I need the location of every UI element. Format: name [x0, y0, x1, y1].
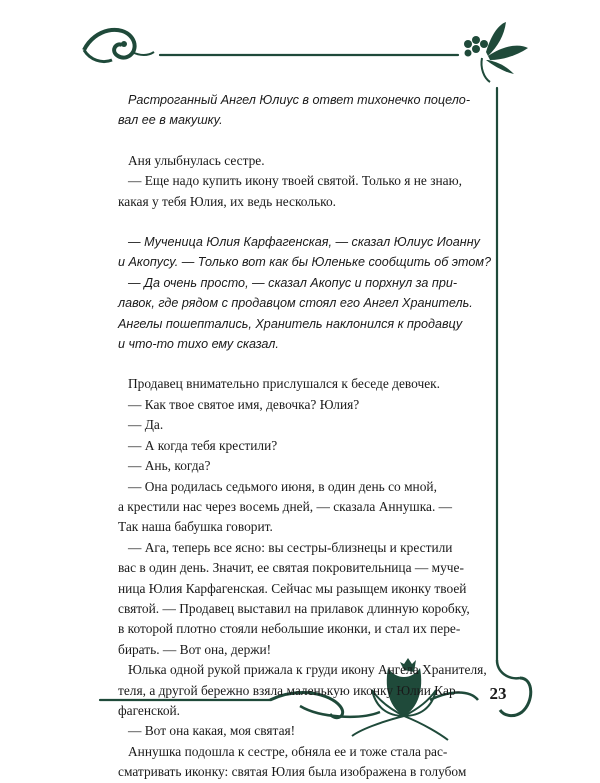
text-line: бирать. — Вот она, держи! — [118, 641, 272, 657]
text-line: лавок, где рядом с продавцом стоял его Ангел Хранитель. — [118, 296, 473, 311]
paragraph-2 — [118, 151, 464, 212]
page-number: 23 — [489, 684, 507, 703]
text-line: — Как твое святое имя, девочка? Юлия? — [128, 396, 360, 412]
text-line: — Вот она какая, моя святая! — [128, 723, 296, 739]
swirl-ornament-icon — [84, 30, 154, 62]
text-line: теля, а другой бережно взяла маленькую иконку Юлии Кар- — [118, 682, 461, 698]
text-line: Аня улыбнулась сестре. — [128, 152, 265, 168]
text-line: Юлька одной рукой прижала к груди икону Ангела Хранителя, — [128, 662, 487, 678]
text-line: Ангелы пошептались, Хранитель наклонился к продавцу — [118, 316, 463, 331]
text-line: — Ань, когда? — [128, 458, 211, 474]
text-line: Так наша бабушка говорит. — [118, 519, 273, 535]
page-body — [118, 90, 491, 783]
text-line: Продавец внимательно прислушался к беседе девочек. — [128, 376, 441, 392]
text-line: святой. — Продавец выставил на прилавок длинную коробку, — [118, 600, 470, 616]
text-line: — Еще надо купить икону твоей святой. Только я не знаю, — [128, 173, 462, 189]
text-line: вал ее в макушку. — [118, 113, 223, 128]
text-line: в которой плотно стояли небольшие иконки, и стал их пере- — [118, 621, 461, 637]
text-line: — Да. — [128, 417, 164, 433]
text-line: — Да очень просто, — сказал Акопус и порхнул за при- — [128, 275, 458, 290]
text-line: — Мученица Юлия Карфагенская, — сказал Юлиус Иоанну — [128, 235, 480, 250]
paragraph-1 — [118, 90, 471, 131]
paragraph-3 — [118, 232, 491, 354]
paragraph-4 — [118, 374, 487, 782]
flower-ornament-icon — [464, 22, 528, 82]
text-line: вас в один день. Значит, ее святая покровительница — муче- — [118, 560, 464, 576]
text-line: и Акопусу. — Только вот как бы Юленьке сообщить об этом? — [118, 255, 491, 270]
text-line: — Ага, теперь все ясно: вы сестры-близнецы и крестили — [128, 539, 453, 555]
text-line: — Она родилась седьмого июня, в один день со мной, — [128, 478, 437, 494]
text-line: какая у тебя Юлия, их ведь несколько. — [118, 193, 336, 209]
text-line: сматривать иконку: святая Юлия была изображена в голубом — [118, 764, 467, 780]
text-line: фагенской. — [118, 702, 181, 718]
text-line: — А когда тебя крестили? — [128, 437, 278, 453]
text-line: Растроганный Ангел Юлиус в ответ тихонечко поцело- — [128, 93, 471, 107]
text-line: Аннушка подошла к сестре, обняла ее и тоже стала рас- — [128, 743, 448, 759]
text-line: ница Юлия Карфагенская. Сейчас мы разыщем иконку твоей — [118, 580, 467, 596]
text-line: и что-то тихо ему сказал. — [118, 337, 279, 352]
text-line: а крестили нас через восемь дней, — сказала Аннушка. — — [118, 498, 453, 514]
